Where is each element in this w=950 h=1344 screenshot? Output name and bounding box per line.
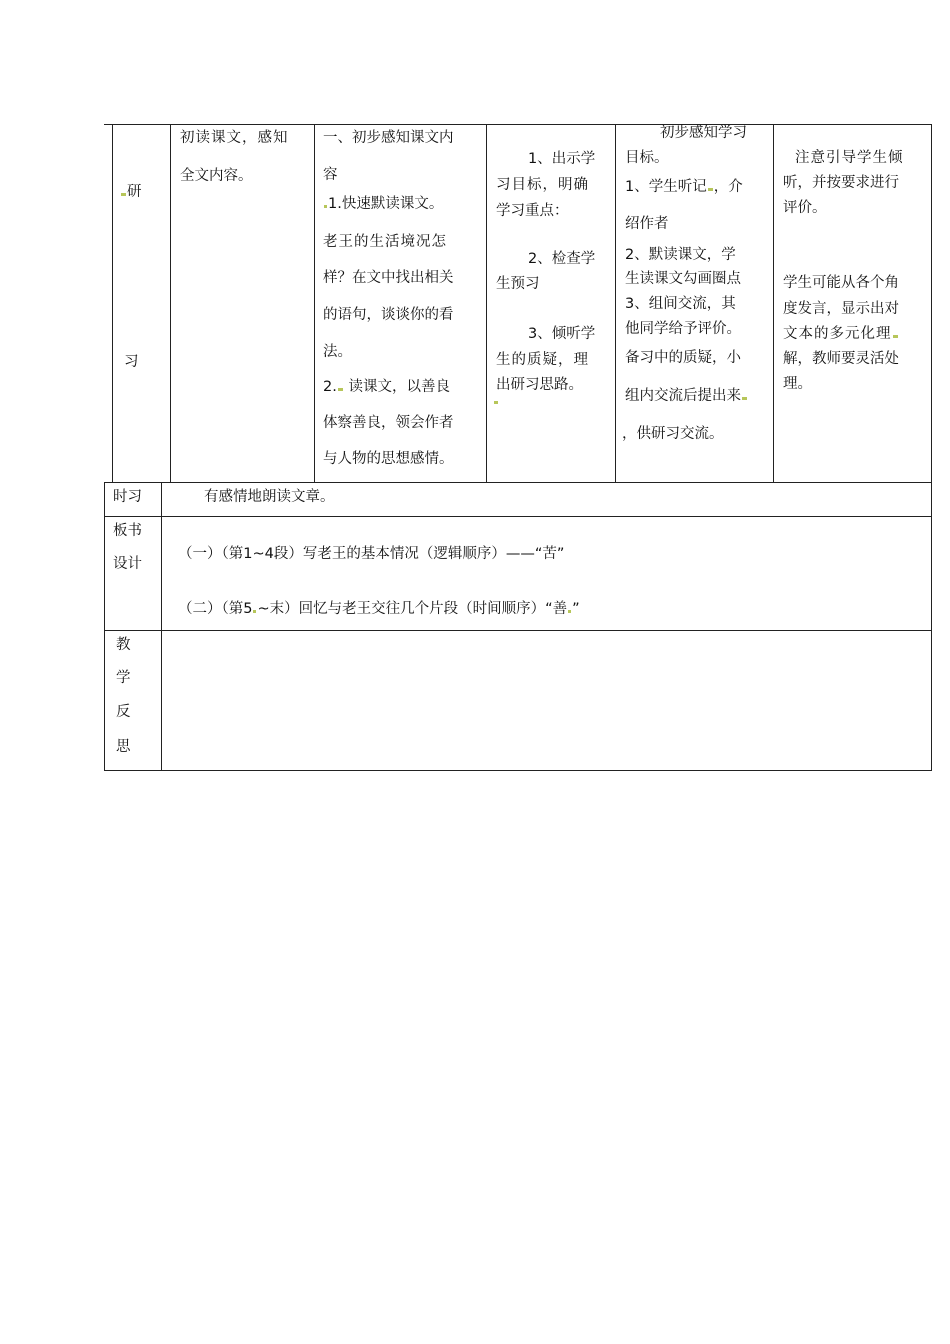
row2-label: 时习 <box>113 489 142 505</box>
row1-c6-l7: 解，教师要灵活处 <box>783 351 899 367</box>
row1-c3-q1: 老王的生活境况怎 <box>323 234 447 250</box>
grid-line-left-lower <box>104 482 105 770</box>
row1-c4-a1: 1、出示学 <box>528 151 596 167</box>
row1-c6-l6: 文本的多元化理 <box>783 322 899 347</box>
row2-content: 有感情地朗读文章。 <box>204 489 335 505</box>
row1-c5-l4: 绍作者 <box>625 216 669 232</box>
grid-line-right <box>931 124 932 770</box>
marker-dot <box>324 205 327 208</box>
row1-c4-b1: 2、检查学 <box>528 251 596 267</box>
row1-c4-c1: 3、倾听学 <box>528 326 596 342</box>
row1-label-top: 研 <box>120 180 142 205</box>
row1-c5-l7: 3、组间交流，其 <box>625 296 736 312</box>
row1-c3-q2: 样？在文中找出相关 <box>323 270 454 286</box>
row1-c6-l3: 评价。 <box>783 200 827 216</box>
row1-c5-l8: 他同学给予评价。 <box>625 321 741 337</box>
grid-line-row1-bottom <box>104 482 932 483</box>
row1-c5-l11: ，供研习交流。 <box>622 426 724 442</box>
row1-c3-q4: 法。 <box>323 344 352 360</box>
row4-label-char4: 思 <box>116 739 131 755</box>
row1-c6-l1: 注意引导学生倾 <box>795 150 904 166</box>
row1-c3-heading2: 容 <box>323 167 338 183</box>
row1-c4-a2: 习目标，明确 <box>496 177 589 193</box>
row1-c4-c3: 出研习思路。 <box>496 377 583 393</box>
grid-line-left-row1 <box>112 124 113 482</box>
marker-dot <box>338 388 343 391</box>
row4-label-char3: 反 <box>116 704 131 720</box>
row1-c5-l2: 目标。 <box>625 150 669 166</box>
row1-c5-l3: 1、学生听记 ，介 <box>625 179 743 195</box>
row1-c5-l5: 2、默读课文，学 <box>625 247 736 263</box>
grid-line-label-divider <box>161 482 162 770</box>
grid-line-col5 <box>615 124 616 482</box>
row1-c3-item2: 2. 读课文，以善良 <box>323 379 450 395</box>
row1-c6-l4: 学生可能从各个角 <box>783 275 899 291</box>
row1-c3-q3: 的语句，谈谈你的看 <box>323 307 454 323</box>
row1-c5-l1: 初步感知学习 <box>660 125 747 141</box>
grid-line-col2 <box>170 124 171 482</box>
grid-line-col6 <box>773 124 774 482</box>
row4-label-char1: 教 <box>116 637 131 653</box>
row3-line2: （二）（第5 ~末）回忆与老王交往几个片段（时间顺序）“善 ” <box>178 601 580 617</box>
row3-label1: 板书 <box>113 523 142 539</box>
row1-c3-item2-b: 体察善良，领会作者 <box>323 415 454 431</box>
grid-line-col4 <box>486 124 487 482</box>
row1-c5-l6: 生读课文勾画圈点 <box>625 271 741 287</box>
row1-c2-line1: 初读课文，感知 <box>180 130 289 146</box>
row1-c6-l2: 听，并按要求进行 <box>783 175 899 191</box>
row1-c6-l5: 度发言，显示出对 <box>783 301 899 317</box>
marker-dot <box>121 193 126 196</box>
row1-c3-item1: 1.快速默读课文。 <box>323 192 443 217</box>
marker-dot <box>494 401 498 404</box>
row1-c5-l9: 备习中的质疑，小 <box>625 350 741 366</box>
row4-label-char2: 学 <box>116 670 131 686</box>
row1-c5-l10: 组内交流后提出来 <box>625 384 748 409</box>
marker-dot <box>568 610 571 613</box>
grid-line-row2-bottom <box>104 516 932 517</box>
marker-dot <box>893 335 898 338</box>
grid-line-top <box>104 124 932 125</box>
row1-label-bottom: 习 <box>124 354 139 370</box>
row1-c6-l8: 理。 <box>783 376 812 392</box>
grid-line-col3 <box>314 124 315 482</box>
row3-label2: 设计 <box>113 556 142 572</box>
row1-c2-line2: 全文内容。 <box>180 168 253 184</box>
row1-c4-c2: 生的质疑，理 <box>496 352 589 368</box>
row3-line1: （一）（第1~4段）写老王的基本情况（逻辑顺序）——“苦” <box>178 546 565 562</box>
row1-c4-b2: 生预习 <box>496 276 540 292</box>
row1-c3-item2-c: 与人物的思想感情。 <box>323 451 454 467</box>
marker-dot <box>708 188 713 191</box>
row1-c3-heading1: 一、初步感知课文内 <box>323 130 454 146</box>
row1-c4-a3: 学习重点： <box>496 203 569 219</box>
marker-dot <box>742 397 747 400</box>
grid-line-row3-bottom <box>104 630 932 631</box>
grid-line-bottom <box>104 770 932 771</box>
